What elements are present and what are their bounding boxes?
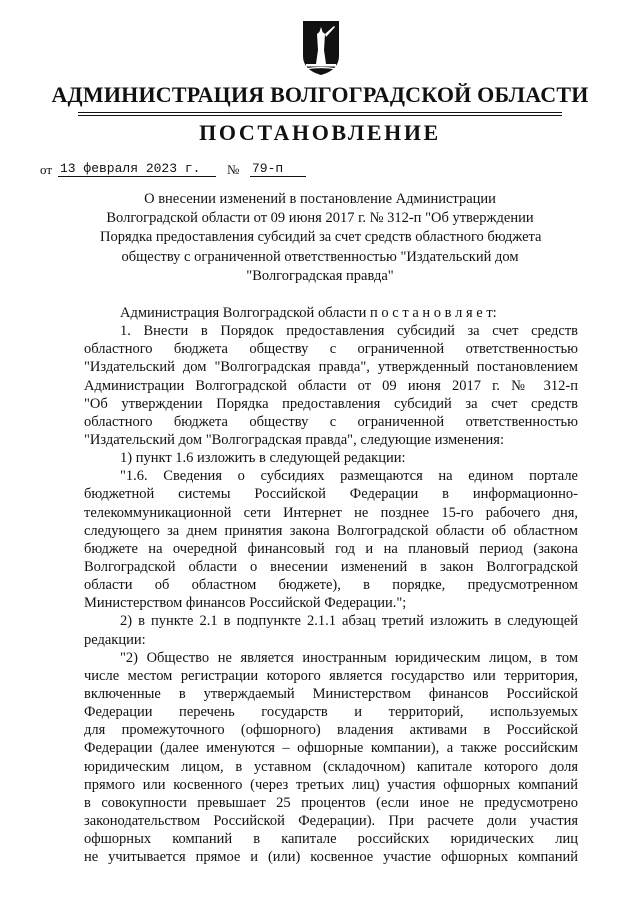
subject-line: Порядка предоставления субсидий за счет средств областного бюджета — [100, 229, 542, 246]
date-value: 13 февраля 2023 г. — [58, 162, 216, 177]
header-divider-bottom — [78, 115, 562, 116]
body-line: телекоммуникационной сети Интернет не позднее 15-го рабочего дня, — [84, 504, 578, 521]
body-line: Федерации перечень государств и территорий, используемых — [84, 704, 578, 721]
body-line: Администрация Волгоградской области п о с т а н о в л я е т: — [120, 305, 497, 321]
body-line: Федерации (далее именуются – офшорные компании), а также российским — [84, 740, 578, 757]
body-line: офшорных компаний в капитале российских юридических лиц — [84, 831, 578, 848]
date-prefix: от — [40, 162, 53, 177]
body-line: редакции: — [84, 631, 146, 648]
body-line: бюджетной системы Российской Федерации в информационно- — [84, 486, 578, 503]
body-line: законодательством Российской Федерации). При расчете доли участия — [84, 812, 578, 829]
body-line: "1.6. Сведения о субсидиях размещаются на едином портале — [120, 468, 578, 485]
number-field — [250, 160, 294, 177]
volgograd-oblast-coat-of-arms-icon — [302, 20, 340, 76]
date-field — [58, 160, 216, 177]
number-prefix: № — [227, 162, 240, 177]
body-line: включенные в утверждаемый Министерством финансов Российской — [84, 685, 578, 702]
body-line: "Издательский дом "Волгоградская правда", следующие изменения: — [84, 431, 504, 448]
body-line: прямого или косвенного (через третьих лиц) участия офшорных компаний — [84, 776, 578, 793]
subject-line: О внесении изменений в постановление Администрации — [144, 191, 496, 207]
subject-line: обществу с ограниченной ответственностью "Издательский дом — [121, 248, 519, 265]
body-line: Администрации Волгоградской области от 09 июня 2017 г. № 312-п — [84, 377, 578, 394]
body-line: для промежуточного (офшорного) владения активами в Российской — [84, 722, 578, 739]
body-line: Министерством финансов Российской Федерации."; — [84, 595, 407, 612]
body-line: в совокупности превышает 25 процентов (если иное не предусмотрено — [84, 794, 578, 811]
body-line: "2) Общество не является иностранным юридическим лицом, в том — [120, 649, 578, 666]
body-line: "Об утверждении Порядка предоставления субсидий за счет средств — [84, 395, 578, 412]
body-line: не учитывается прямое и (или) косвенное участие офшорных компаний — [84, 849, 578, 866]
body-line: "Издательский дом "Волгоградская правда", утвержденный постановлением — [84, 359, 578, 376]
body-line: областного бюджета обществу с ограниченной ответственностью — [84, 413, 578, 430]
header-divider-top — [78, 112, 562, 113]
body-line: области об областном бюджете), в порядке, предусмотренном — [84, 577, 578, 594]
body-line: Волгоградской области о внесении изменений в закон Волгоградской — [84, 558, 578, 575]
body-line: следующего за днем принятия закона Волгоградской области об областном — [84, 522, 578, 539]
body-line: 1. Внести в Порядок предоставления субсидий за счет средств — [120, 323, 578, 340]
document-subject — [100, 190, 540, 286]
body-line: числе местом регистрации которого является государство или территория, — [84, 667, 578, 684]
subject-line: "Волгоградская правда" — [246, 267, 394, 284]
body-line: 1) пункт 1.6 изложить в следующей редакции: — [120, 450, 406, 467]
body-line: бюджете на очередной финансовый год и на плановый период (закона — [84, 540, 578, 557]
organization-title: АДМИНИСТРАЦИЯ ВОЛГОГРАДСКОЙ ОБЛАСТИ — [51, 82, 589, 107]
document-type-title: ПОСТАНОВЛЕНИЕ — [199, 120, 441, 145]
body-line: 2) в пункте 2.1 в подпункте 2.1.1 абзац третий изложить в следующей — [120, 613, 578, 630]
subject-line: Волгоградской области от 09 июня 2017 г. № 312-п "Об утверждении — [106, 210, 534, 227]
body-line: юридическим лицом, в уставном (складочном) капитале которого доля — [84, 758, 578, 775]
document-body — [84, 304, 578, 866]
body-line: областного бюджета обществу с ограниченной ответственностью — [84, 341, 578, 358]
number-value: 79-п — [250, 162, 306, 177]
